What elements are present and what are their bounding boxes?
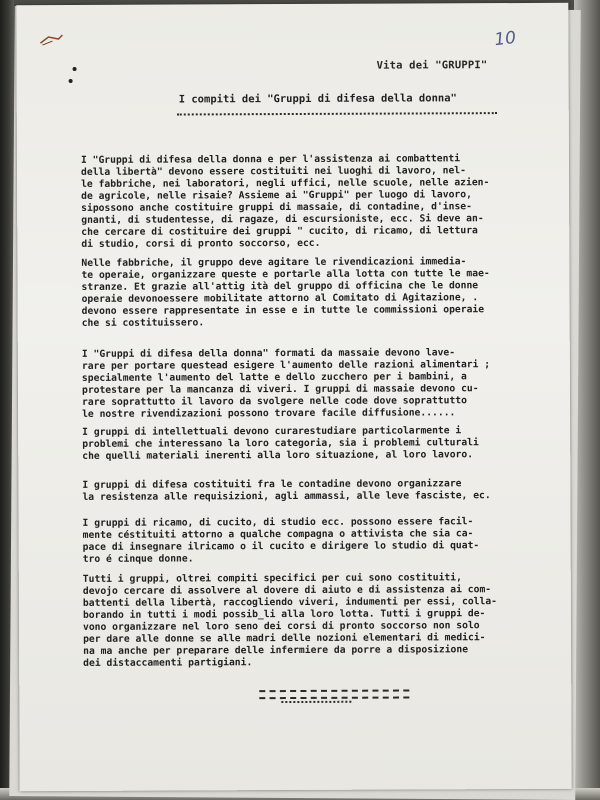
closing-dots	[281, 701, 351, 703]
paragraph: Tutti i gruppi, oltrei compiti specifici per cui sono costituiti, devojo cercare di assolvere al dovere di aiuto e di assistenza ai com- battenti della libertà, raccogliendo viveri, indumenti per essi, colla- borando in tutti i modi possib_li alla loro lotta. Tutti i gruppi de- vono organizzare nel loro seno dei corsi di pronto soccorso non solo per dare alle donne se alle madri delle nozioni elementari di medici- na ma anche per preparare delle infermiere da porre a disposizione dei distaccamenti partigiani.	[82, 572, 498, 669]
paragraph: Nelle fabbriche, il gruppo deve agitare le rivendicazioni immedia- te operaie, organizzare queste e portarle alla lotta con tutte le mae- stranze. Et grazie all'attig ità del gruppo di officina che le donne operaie devonoessere mobilitate attorno al Comitato di Agitazione, . devono essere rappresentate in esse e in tutte le commissioni operaie che si costituissero.	[81, 256, 490, 329]
document-title: I compiti dei "Gruppi di difesa della donna"	[178, 92, 457, 106]
title-underline	[177, 112, 497, 115]
staple-mark-icon	[38, 33, 64, 47]
document-page	[16, 3, 571, 791]
paragraph: I gruppi di intellettuali devono curarestudiare particolarmente i problemi che interessano la loro categoria, sia i problemi culturali che quelli materiali inerenti alla loro situazione, al loro lavoro.	[82, 425, 479, 462]
punch-hole-mark	[69, 79, 73, 83]
paragraph: I "Gruppi di difesa della donna e per l'assistenza ai combattenti della libertà" devono essere costituiti nei luoghi di lavoro, nel- le fabbriche, nei laboratori, negli uffici, nelle scuole, nelle azien- de agricole, nelle risaie? Assieme ai "Gruppi" per luogo di lavoro, sipossono anche costituire gruppi di massaie, di contadine, d'inse- gnanti, di studentesse, di ragaze, di escursioniste, ecc. Si deve an- che cercare di costituire dei gruppi " cucito, di ricamo, di lettura di studio, corsi di pronto soccorso, ecc.	[80, 153, 490, 250]
paragraph: I gruppi di difesa costituiti fra le contadine devono organizzare la resistenza alle requisizioni, agli ammassi, alle leve fasciste, ec.	[82, 478, 491, 503]
paragraph: I "Gruppi di difesa della donna" formati da massaie devono lave- rare per portare questead esigere l'aumento delle razioni alimentari ; specialmente l'aumento del latte e dello zucchero per i bambini, a protestare per la mancanza di viveri. I gruppi di massaie devono cu- rare soprattutto il lavoro da svolgere nelle code dove soprattutto le nostre rivendizazioni possono trovare facile diffusione......	[81, 347, 491, 420]
section-label: Vita dei "GRUPPI"	[376, 59, 488, 72]
closing-divider	[259, 689, 409, 699]
handwritten-page-number: 10	[493, 27, 518, 51]
paragraph: I gruppi di ricamo, di cucito, di studio ecc. possono essere facil- mente céstituiti attorno a qualche compagna o attivista che sia ca- pace di insegnare ilricamo o il cucito e dirigere lo studio di quat- tro é cinque donne.	[82, 516, 480, 565]
punch-hole-mark	[73, 67, 77, 71]
